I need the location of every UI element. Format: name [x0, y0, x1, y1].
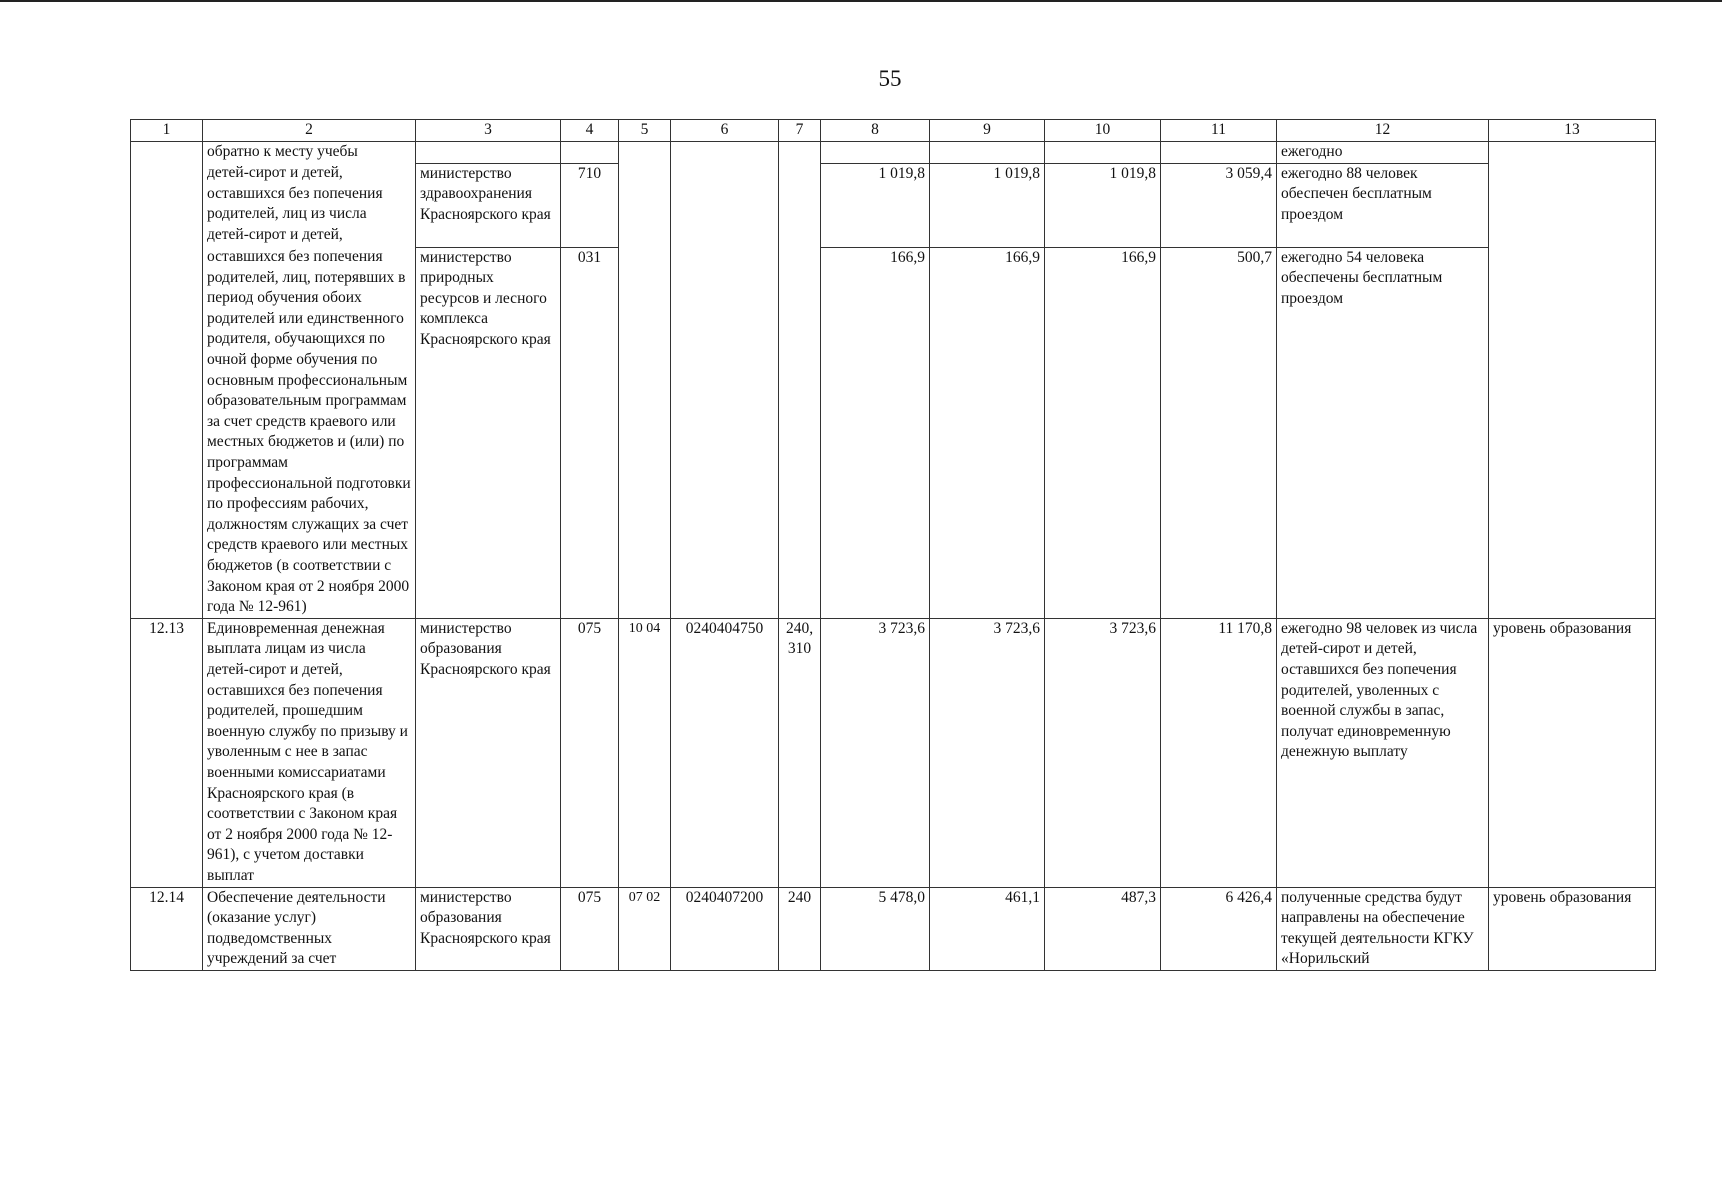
item-number-cell: 12.13 — [131, 618, 203, 887]
code-type-cell — [779, 142, 821, 619]
column-number: 3 — [416, 120, 561, 142]
code-target-cell: 0240404750 — [671, 618, 779, 887]
description-cell: Единовременная денежная выплата лицам из числа детей-сирот и детей, оставшихся без попечения родителей, прошедшим военную службу по призыву и уволенным с нее в запас военными комиссариатами Красноярского края (в соответствии с Законом края от 2 ноября 2000 года № 12-961), с учетом доставки выплат — [203, 618, 416, 887]
amount-year3-cell: 487,3 — [1045, 887, 1161, 970]
code-grbs-cell: 031 — [561, 247, 619, 618]
amount-year1-cell: 166,9 — [821, 247, 930, 618]
result-cell: полученные средства будут направлены на обеспечение текущей деятельности КГКУ «Норильский — [1277, 887, 1489, 970]
result-cell: ежегодно 88 человек обеспечен бесплатным проездом — [1277, 163, 1489, 247]
amount-cell — [1045, 142, 1161, 164]
code-section-cell: 07 02 — [619, 887, 671, 970]
indicator-cell — [1489, 142, 1656, 619]
code-type-cell — [779, 618, 821, 887]
column-number: 4 — [561, 120, 619, 142]
executor-cell: министерство здравоохранения Красноярского края — [416, 163, 561, 247]
table-row — [131, 247, 1656, 618]
amount-total-cell: 11 170,8 — [1161, 618, 1277, 887]
column-number: 6 — [671, 120, 779, 142]
code-target-cell: 0240407200 — [671, 887, 779, 970]
column-number: 12 — [1277, 120, 1489, 142]
code-grbs-cell: 075 — [561, 618, 619, 887]
result-cell: ежегодно — [1277, 142, 1489, 164]
budget-table — [130, 119, 1656, 971]
amount-year3-cell: 166,9 — [1045, 247, 1161, 618]
executor-cell: министерство образования Красноярского края — [416, 887, 561, 970]
amount-total-cell: 6 426,4 — [1161, 887, 1277, 970]
table-row — [131, 142, 1656, 164]
code-grbs-cell — [561, 142, 619, 164]
amount-year1-cell: 3 723,6 — [821, 618, 930, 887]
description-cell: детей-сирот и детей, оставшихся без попечения родителей, лиц из числа детей-сирот и детей, — [203, 163, 416, 247]
column-number: 7 — [779, 120, 821, 142]
column-number: 13 — [1489, 120, 1656, 142]
table-row-12-13 — [131, 618, 1656, 887]
column-number: 11 — [1161, 120, 1277, 142]
description-cell: Обеспечение деятельности (оказание услуг) подведомственных учреждений за счет — [203, 887, 416, 970]
result-cell: ежегодно 54 человека обеспечены бесплатным проездом — [1277, 247, 1489, 618]
amount-year2-cell: 3 723,6 — [930, 618, 1045, 887]
column-number-row — [131, 120, 1656, 142]
executor-cell: министерство образования Красноярского края — [416, 618, 561, 887]
column-number: 9 — [930, 120, 1045, 142]
code-section-cell: 10 04 — [619, 618, 671, 887]
description-cell: обратно к месту учебы — [203, 142, 416, 164]
amount-total-cell: 500,7 — [1161, 247, 1277, 618]
column-number: 2 — [203, 120, 416, 142]
page-number: 55 — [878, 66, 902, 91]
executor-cell: министерство природных ресурсов и лесного комплекса Красноярского края — [416, 247, 561, 618]
amount-year3-cell: 1 019,8 — [1045, 163, 1161, 247]
code-type-line: 310 — [787, 640, 812, 658]
indicator-cell: уровень образования — [1489, 887, 1656, 970]
column-number: 10 — [1045, 120, 1161, 142]
result-cell: ежегодно 98 человек из числа детей-сирот и детей, оставшихся без попечения родителей, уволенных с военной службы в запас, получат единовременную денежную выплату — [1277, 618, 1489, 887]
top-rule — [0, 0, 1722, 2]
amount-cell — [930, 142, 1045, 164]
code-target-cell — [671, 142, 779, 619]
amount-year2-cell: 461,1 — [930, 887, 1045, 970]
indicator-cell: уровень образования — [1489, 618, 1656, 887]
column-number: 5 — [619, 120, 671, 142]
executor-cell — [416, 142, 561, 164]
code-grbs-cell: 075 — [561, 887, 619, 970]
table-row-12-14 — [131, 887, 1656, 970]
description-cell: оставшихся без попечения родителей, лиц, потерявших в период обучения обоих родителей или единственного родителя, обучающихся по очной форме обучения по основным профессиональным образовательным программам за счет средств краевого или местных бюджетов и (или) по программам профессиональной подготовки по профессиям рабочих, должностям служащих за счет средств краевого или местных бюджетов (в соответствии с Законом края от 2 ноября 2000 года № 12-961) — [203, 247, 416, 618]
column-number: 1 — [131, 120, 203, 142]
amount-year1-cell: 5 478,0 — [821, 887, 930, 970]
amount-year2-cell: 166,9 — [930, 247, 1045, 618]
code-grbs-cell: 710 — [561, 163, 619, 247]
item-number-cell: 12.14 — [131, 887, 203, 970]
amount-cell — [1161, 142, 1277, 164]
code-section-cell — [619, 142, 671, 619]
amount-year2-cell: 1 019,8 — [930, 163, 1045, 247]
amount-cell — [821, 142, 930, 164]
table-row — [131, 163, 1656, 247]
amount-total-cell: 3 059,4 — [1161, 163, 1277, 247]
column-number: 8 — [821, 120, 930, 142]
amount-year1-cell: 1 019,8 — [821, 163, 930, 247]
amount-year3-cell: 3 723,6 — [1045, 618, 1161, 887]
code-type-cell: 240 — [779, 887, 821, 970]
item-number-cell — [131, 142, 203, 619]
code-type-line: 240, — [785, 619, 814, 637]
